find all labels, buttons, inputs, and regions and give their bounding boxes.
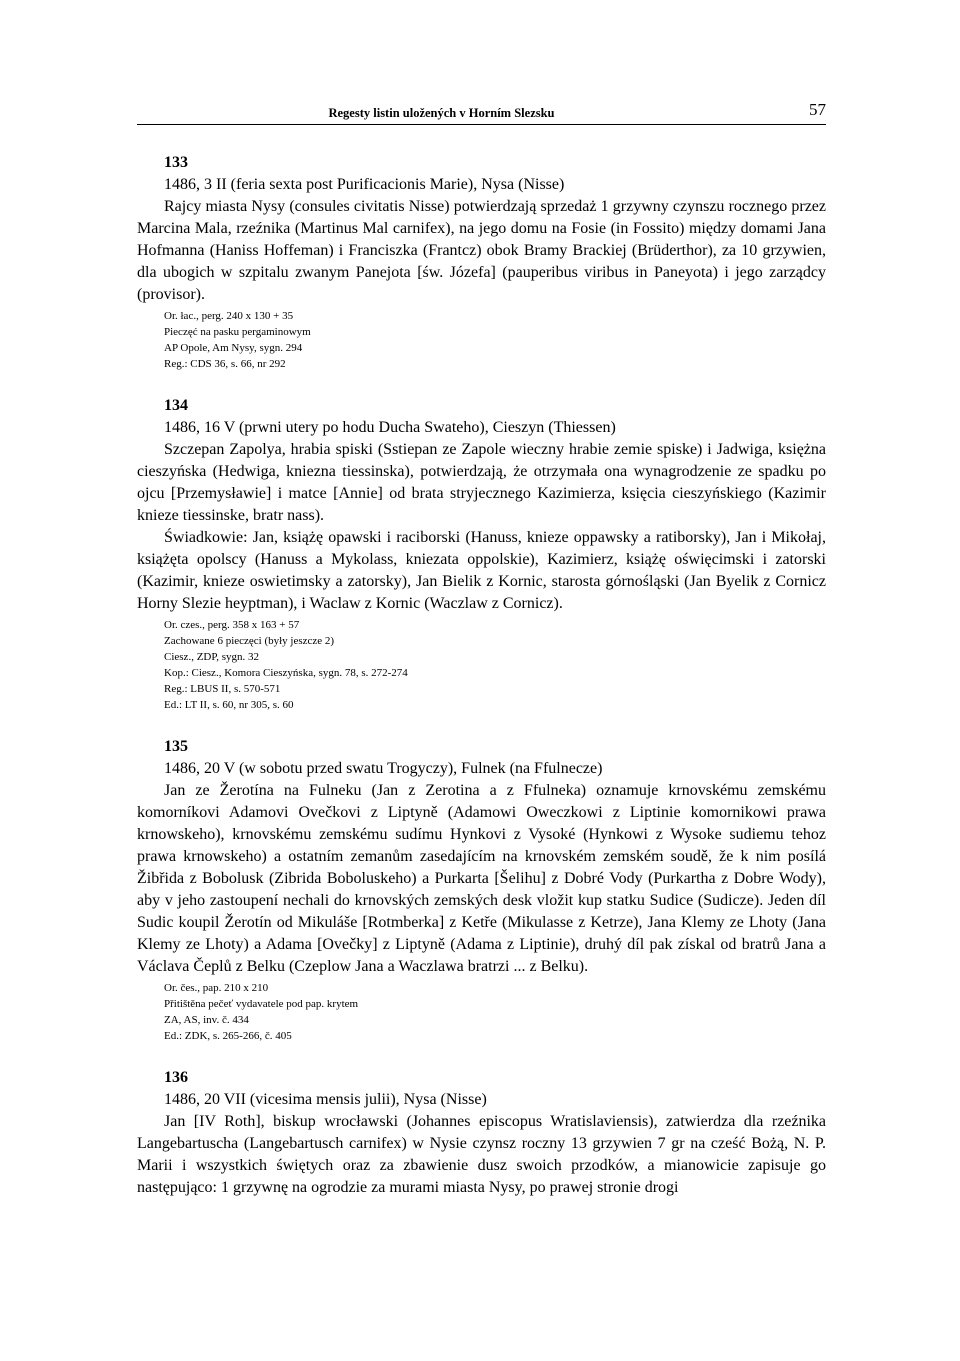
note-line: Zachowane 6 pieczęci (były jeszcze 2)	[164, 635, 335, 647]
note-line: Reg.: CDS 36, s. 66, nr 292	[164, 358, 286, 370]
note-line: Pieczęć na pasku pergaminowym	[164, 326, 311, 338]
regest-entry-136	[137, 1067, 826, 1199]
note-line: Or. čes., pap. 210 x 210	[164, 982, 269, 994]
entry-paragraph: Świadkowie: Jan, książę opawski i raciborski (Hanuss, knieze oppawsky a ratiborsky), Jan i Mikołaj, książęta opolscy (Hanuss a Mykolass, kniezata oppolskie), Kazimierz, książę oświęcimski i zatorski (Kazimir, knieze oswietimsky a zatorsky), Jan Bielik z Kornic, starosta górnośląski (Jan Byelik z Cornicz Horny Slezie heyptman), i Waclaw z Kornic (Waczlaw z Cornicz).	[137, 529, 826, 612]
running-title: Regesty listin uložených v Horním Slezsku	[328, 106, 555, 120]
note-line: Or. łac., perg. 240 x 130 + 35	[164, 310, 294, 322]
regest-entry-135	[137, 736, 826, 1044]
regest-entry-133	[137, 152, 826, 372]
entry-notes	[164, 980, 826, 1044]
note-line: Ed.: ZDK, s. 265-266, č. 405	[164, 1030, 292, 1042]
entry-date-line: 1486, 3 II (feria sexta post Purificacionis Marie), Nysa (Nisse)	[164, 176, 565, 193]
note-line: Ed.: LT II, s. 60, nr 305, s. 60	[164, 699, 294, 711]
note-line: Ciesz., ZDP, sygn. 32	[164, 651, 260, 663]
entry-paragraph: Szczepan Zapolya, hrabia spiski (Sstiepan ze Zapole wieczny hrabie zemie spiske) i Jadwiga, księżna cieszyńska (Hedwiga, kniezna tiessinska), potwierdzają, że otrzymała ona wynagrodzenie ze spadku po ojcu [Przemysławie] i matce [Annie] od brata stryjecznego Kazimierza, księcia cieszyńskiego (Kazimir knieze tiessinske, bratr nass).	[137, 441, 826, 524]
regest-entry-134	[137, 395, 826, 713]
entry-paragraph: Jan [IV Roth], biskup wrocławski (Johannes episcopus Wratislaviensis), zatwierdza dla rzeźnika Langebartuscha (Langebartusch carnifex) w Nysie czynsz roczny 13 grzywien 7 gr na cześć Bożą, N. P. Marii i wszystkich świętych oraz za zbawienie dusz swoich przodków, a mianowicie zapisuje go następująco: 1 grzywnę na ogrodzie za murami miasta Nysy, po prawej stronie drogi	[137, 1113, 826, 1196]
entry-date-line: 1486, 16 V (prwni utery po hodu Ducha Swateho), Cieszyn (Thiessen)	[164, 419, 616, 436]
note-line: Přitištěna pečeť vydavatele pod pap. krytem	[164, 998, 359, 1010]
page-header	[137, 100, 826, 125]
entry-paragraph: Jan ze Žerotína na Fulneku (Jan z Zerotina a z Ffulneka) oznamuje krnovskému zemskému komorníkovi Adamovi Ovečkovi z Liptyně (Adamowi Oweczkowi z Liptinie komornikowi prawa krnowskeho), krnovskému zemskému sudímu Hynkovi z Vysoké (Hynkowi z Wysoke sudiemu tehoz prawa krnowskeho) a ostatním zemanům zasedajícím na krnovském zemském soudě, že k nim posílá Žibřida z Bobolusk (Zibrida Boboluskeho) a Purkarta [Šelihu] z Dobré Vody (Purkartha z Dobre Wody), aby v jeho zastoupení nechali do krnovských zemských desk vložit kup statku Sudice (Sudicze). Jeden díl Sudic koupil Žerotín od Mikuláše [Rotmberka] z Ketře (Mikulasse z Ketrze), Jana Klemy ze Lhoty (Jana Klemy ze Lhoty) a Adama [Ovečky] z Liptyně (Adama z Liptinie), druhý díl pak získal od bratrů Jana a Václava Čeplů z Belku (Czeplow Jana a Waczlawa bratrzi ... z Belku).	[137, 782, 826, 975]
entry-number: 136	[164, 1069, 188, 1086]
note-line: Kop.: Ciesz., Komora Cieszyńska, sygn. 78, s. 272-274	[164, 667, 408, 679]
entry-paragraph: Rajcy miasta Nysy (consules civitatis Nisse) potwierdzają sprzedaż 1 grzywny czynszu rocznego przez Marcina Mala, rzeźnika (Martinus Mal carnifex), na jego domu na Fosie (in Fossito) między domami Jana Hofmanna (Haniss Hoffeman) i Franciszka (Frantcz) obok Bramy Brackiej (Brüderthor), za 10 grzywien, dla ubogich w szpitalu zwanym Panejota [św. Józefa] (pauperibus viribus in Paneyota) i jego zarządcy (provisor).	[137, 198, 826, 303]
note-line: Reg.: LBUS II, s. 570-571	[164, 683, 281, 695]
note-line: Or. czes., perg. 358 x 163 + 57	[164, 619, 300, 631]
entry-date-line: 1486, 20 V (w sobotu przed swatu Trogyczy), Fulnek (na Ffulnecze)	[164, 760, 603, 777]
entry-notes	[164, 308, 826, 372]
note-line: ZA, AS, inv. č. 434	[164, 1014, 249, 1026]
entry-number: 133	[164, 154, 188, 171]
page-number: 57	[809, 100, 826, 119]
entry-notes	[164, 617, 826, 713]
entry-number: 134	[164, 397, 188, 414]
note-line: AP Opole, Am Nysy, sygn. 294	[164, 342, 303, 354]
page-content	[137, 152, 826, 1222]
entry-number: 135	[164, 738, 188, 755]
entry-date-line: 1486, 20 VII (vicesima mensis julii), Nysa (Nisse)	[164, 1091, 487, 1108]
